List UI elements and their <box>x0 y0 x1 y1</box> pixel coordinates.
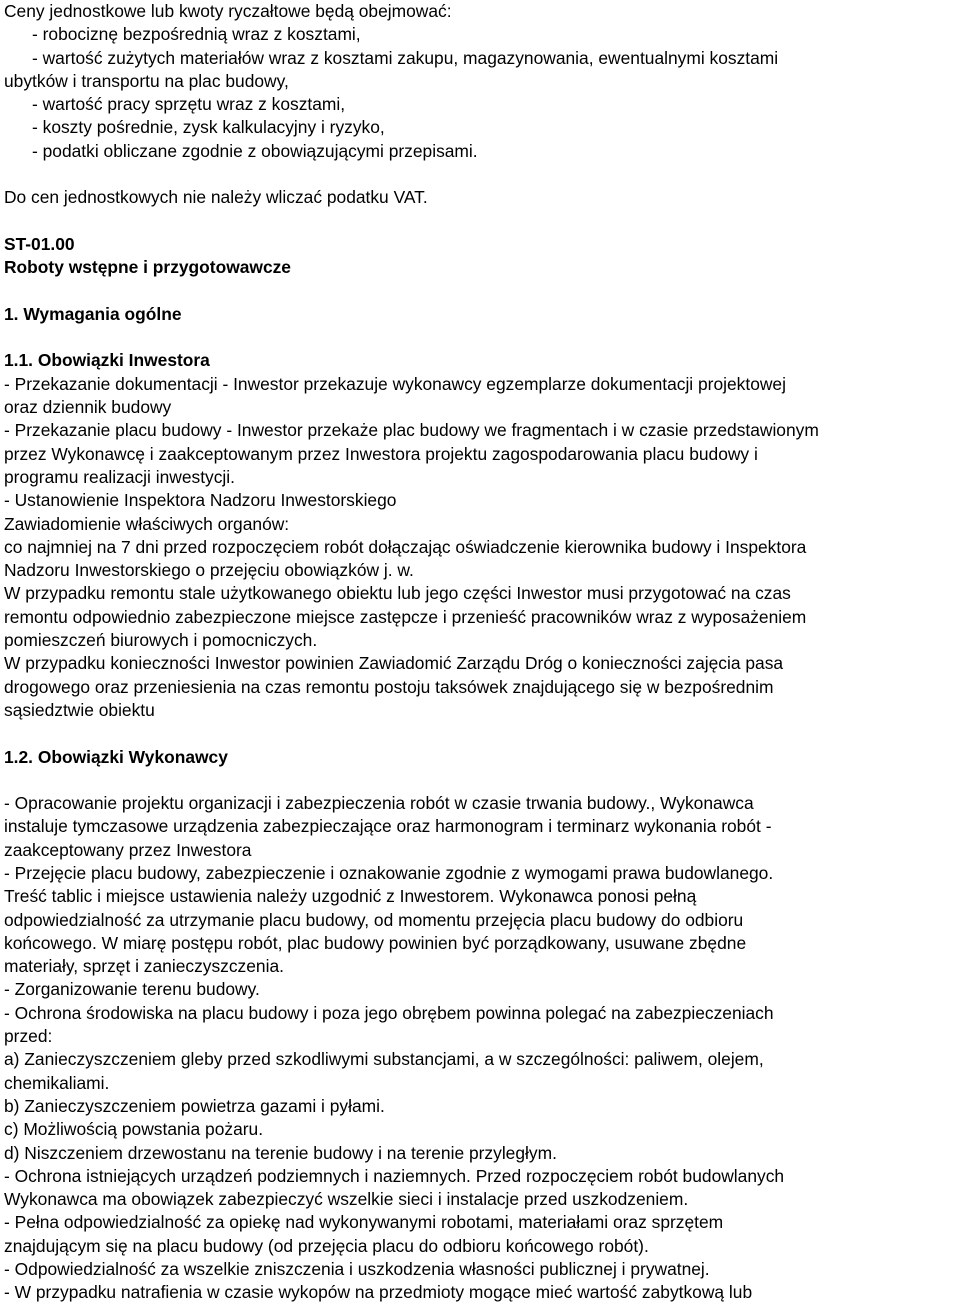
investor-text-line: co najmniej na 7 dni przed rozpoczęciem robót dołączając oświadczenie kierownika budowy i Inspektora <box>4 536 807 557</box>
contractor-duties-body <box>4 792 960 1305</box>
general-requirements-heading: 1. Wymagania ogólne <box>4 303 182 324</box>
document-page <box>4 0 960 1305</box>
contractor-text-line: Wykonawca ma obowiązek zabezpieczyć wszelkie sieci i instalacje przed uszkodzeniem. <box>4 1189 689 1210</box>
contractor-text-line: znajdującym się na placu budowy (od przejęcia placu do odbioru końcowego robót). <box>4 1235 649 1256</box>
contractor-text-line: materiały, sprzęt i zanieczyszczenia. <box>4 956 284 977</box>
contractor-text-line: - Ochrona istniejących urządzeń podziemnych i naziemnych. Przed rozpoczęciem robót budowlanych <box>4 1165 785 1186</box>
investor-text-line: Nadzoru Inwestorskiego o przejęciu obowiązków j. w. <box>4 560 414 581</box>
contractor-text-line: - Odpowiedzialność za wszelkie zniszczenia i uszkodzenia własności publicznej i prywatnej. <box>4 1259 710 1280</box>
intro-item-4: - koszty pośrednie, zysk kalkulacyjny i ryzyko, <box>32 117 385 138</box>
spacer <box>4 326 960 349</box>
contractor-text-line: d) Niszczeniem drzewostanu na terenie budowy i na terenie przyległym. <box>4 1142 557 1163</box>
contractor-duties-heading: 1.2. Obowiązki Wykonawcy <box>4 746 228 767</box>
contractor-text-line: odpowiedzialność za utrzymanie placu budowy, od momentu przejęcia placu budowy do odbioru <box>4 909 744 930</box>
contractor-text-line: - W przypadku natrafienia w czasie wykopów na przedmioty mogące mieć wartość zabytkową lub <box>4 1282 753 1303</box>
investor-text-line: przez Wykonawcę i zaakceptowanym przez Inwestora projektu zagospodarowania placu budowy i <box>4 443 758 464</box>
contractor-text-line: - Przejęcie placu budowy, zabezpieczenie i oznakowanie zgodnie z wymogami prawa budowlanego. <box>4 862 774 883</box>
contractor-text-line: końcowego. W miarę postępu robót, plac budowy powinien być porządkowany, usuwane zbędne <box>4 932 747 953</box>
intro-title: Ceny jednostkowe lub kwoty ryczałtowe będą obejmować: <box>4 1 452 21</box>
intro-item-3: - wartość pracy sprzętu wraz z kosztami, <box>32 94 346 115</box>
contractor-text-line: - Pełna odpowiedzialność za opiekę nad wykonywanymi robotami, materiałami oraz sprzętem <box>4 1212 724 1233</box>
contractor-text-line: - Zorganizowanie terenu budowy. <box>4 979 260 1000</box>
intro-item-1: - robociznę bezpośrednią wraz z kosztami, <box>32 24 361 45</box>
contractor-text-line: chemikaliami. <box>4 1072 110 1093</box>
contractor-text-line: zaakceptowany przez Inwestora <box>4 839 252 860</box>
investor-text-line: remontu odpowiednio zabezpieczone miejsce zastępcze i przenieść pracowników wraz z wyposażeniem <box>4 606 807 627</box>
investor-text-line: oraz dziennik budowy <box>4 397 172 418</box>
contractor-text-line: przed: <box>4 1026 53 1047</box>
contractor-text-line: b) Zanieczyszczeniem powietrza gazami i pyłami. <box>4 1095 385 1116</box>
intro-item-2-continuation: ubytków i transportu na plac budowy, <box>4 70 289 91</box>
spacer <box>4 280 960 303</box>
spacer <box>4 210 960 233</box>
investor-text-line: programu realizacji inwestycji. <box>4 466 235 487</box>
investor-text-line: pomieszczeń biurowych i pomocniczych. <box>4 630 318 651</box>
spacer <box>4 163 960 186</box>
contractor-text-line: - Opracowanie projektu organizacji i zabezpieczenia robót w czasie trwania budowy., Wykonawca <box>4 793 754 814</box>
investor-text-line: drogowego oraz przeniesienia na czas remontu postoju taksówek znajdującego się w bezpośrednim <box>4 676 774 697</box>
investor-text-line: W przypadku konieczności Inwestor powinien Zawiadomić Zarządu Dróg o konieczności zajęcia pasa <box>4 653 784 674</box>
contractor-text-line: c) Możliwością powstania pożaru. <box>4 1119 264 1140</box>
section-code: ST-01.00 <box>4 233 75 254</box>
contractor-text-line: a) Zanieczyszczeniem gleby przed szkodliwymi substancjami, a w szczególności: paliwem, olejem, <box>4 1049 764 1070</box>
investor-text-line: - Przekazanie placu budowy - Inwestor przekaże plac budowy we fragmentach i w czasie przedstawionym <box>4 420 819 441</box>
investor-text-line: W przypadku remontu stale użytkowanego obiektu lub jego części Inwestor musi przygotować na czas <box>4 583 791 604</box>
investor-text-line: Zawiadomienie właściwych organów: <box>4 513 290 534</box>
section-title: Roboty wstępne i przygotowawcze <box>4 257 291 278</box>
contractor-text-line: - Ochrona środowiska na placu budowy i poza jego obrębem powinna polegać na zabezpieczeniach <box>4 1002 774 1023</box>
vat-note: Do cen jednostkowych nie należy wliczać podatku VAT. <box>4 187 428 208</box>
investor-duties-heading: 1.1. Obowiązki Inwestora <box>4 350 210 371</box>
spacer <box>4 722 960 745</box>
intro-item-5: - podatki obliczane zgodnie z obowiązującymi przepisami. <box>32 140 478 161</box>
intro-item-2: - wartość zużytych materiałów wraz z kosztami zakupu, magazynowania, ewentualnymi kosztami <box>32 47 779 68</box>
investor-text-line: - Przekazanie dokumentacji - Inwestor przekazuje wykonawcy egzemplarze dokumentacji projektowej <box>4 373 786 394</box>
spacer <box>4 769 960 792</box>
investor-duties-body <box>4 373 960 722</box>
investor-text-line: - Ustanowienie Inspektora Nadzoru Inwestorskiego <box>4 490 397 511</box>
investor-text-line: sąsiedztwie obiektu <box>4 699 155 720</box>
contractor-text-line: Treść tablic i miejsce ustawienia należy uzgodnić z Inwestorem. Wykonawca ponosi pełną <box>4 886 697 907</box>
contractor-text-line: instaluje tymczasowe urządzenia zabezpieczające oraz harmonogram i terminarz wykonania robót - <box>4 816 772 837</box>
